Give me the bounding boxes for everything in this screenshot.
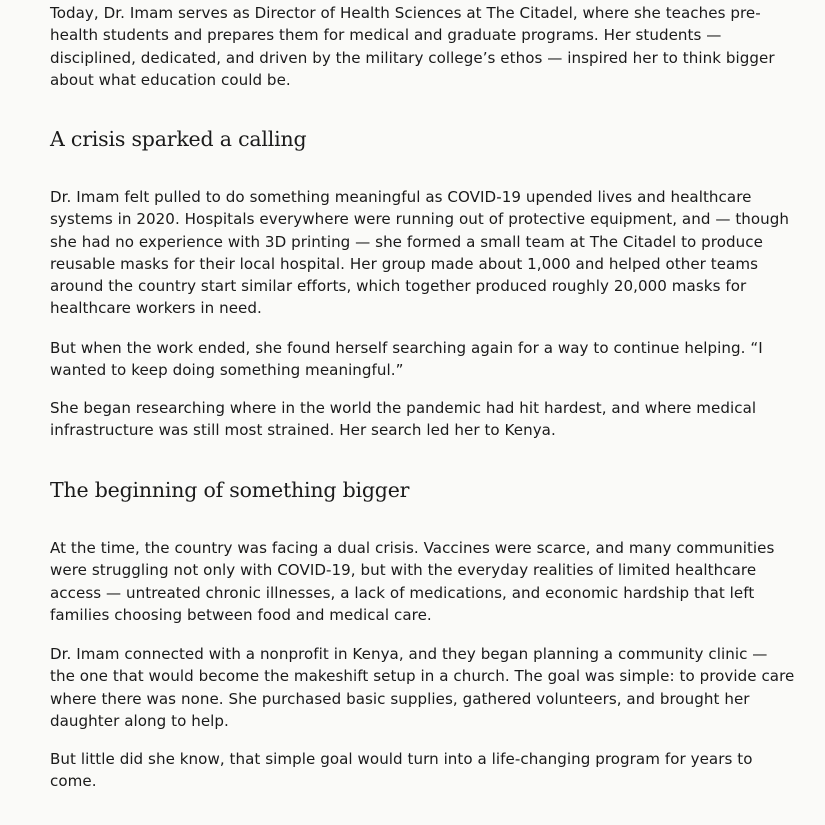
covid-paragraph [50,186,800,320]
text-line: where there was none. She purchased basic supplies, gathered volunteers, and brought her [50,689,750,708]
section-heading-beginning: The beginning of something bigger [50,478,410,502]
text-line: But when the work ended, she found herself searching again for a way to continue helping. “I [50,339,763,357]
text-line: Dr. Imam connected with a nonprofit in Kenya, and they began planning a community clinic — [50,645,768,663]
section-heading-crisis: A crisis sparked a calling [50,127,307,151]
text-line: health students and prepares them for medical and graduate programs. Her students — [50,26,722,45]
text-line: At the time, the country was facing a dual crisis. Vaccines were scarce, and many communities [50,539,775,557]
kenya-paragraph [50,397,800,442]
text-line: about what education could be. [50,70,291,89]
text-line: healthcare workers in need. [50,299,262,318]
goal-paragraph [50,748,770,793]
intro-paragraph [50,2,800,91]
text-line: daughter along to help. [50,711,229,730]
text-line: infrastructure was still most strained. Her search led her to Kenya. [50,421,556,440]
text-line: Dr. Imam felt pulled to do something meaningful as COVID-19 upended lives and healthcare [50,188,752,206]
searching-paragraph [50,337,800,382]
text-line: But little did she know, that simple goal would turn into a life-changing program for years to [50,750,753,768]
text-line: disciplined, dedicated, and driven by the military college’s ethos — inspired her to think bigger [50,48,775,67]
clinic-paragraph [50,643,805,732]
text-line: families choosing between food and medical care. [50,605,432,624]
dual-crisis-paragraph [50,537,800,626]
text-line: she had no experience with 3D printing — she formed a small team at The Citadel to produce [50,232,763,251]
text-line: She began researching where in the world the pandemic had hit hardest, and where medical [50,399,757,417]
text-line: around the country start similar efforts, which together produced roughly 20,000 masks for [50,277,747,296]
text-line: systems in 2020. Hospitals everywhere were running out of protective equipment, and — though [50,210,790,229]
text-line: reusable masks for their local hospital. Her group made about 1,000 and helped other teams [50,254,759,273]
text-line: access — untreated chronic illnesses, a lack of medications, and economic hardship that left [50,583,755,602]
text-line: the one that would become the makeshift setup in a church. The goal was simple: to provide care [50,667,795,686]
text-line: were struggling not only with COVID-19, but with the everyday realities of limited healthcare [50,561,757,580]
text-line: Today, Dr. Imam serves as Director of Health Sciences at The Citadel, where she teaches pre- [50,4,761,22]
text-line: come. [50,772,97,791]
text-line: wanted to keep doing something meaningful.” [50,361,404,380]
